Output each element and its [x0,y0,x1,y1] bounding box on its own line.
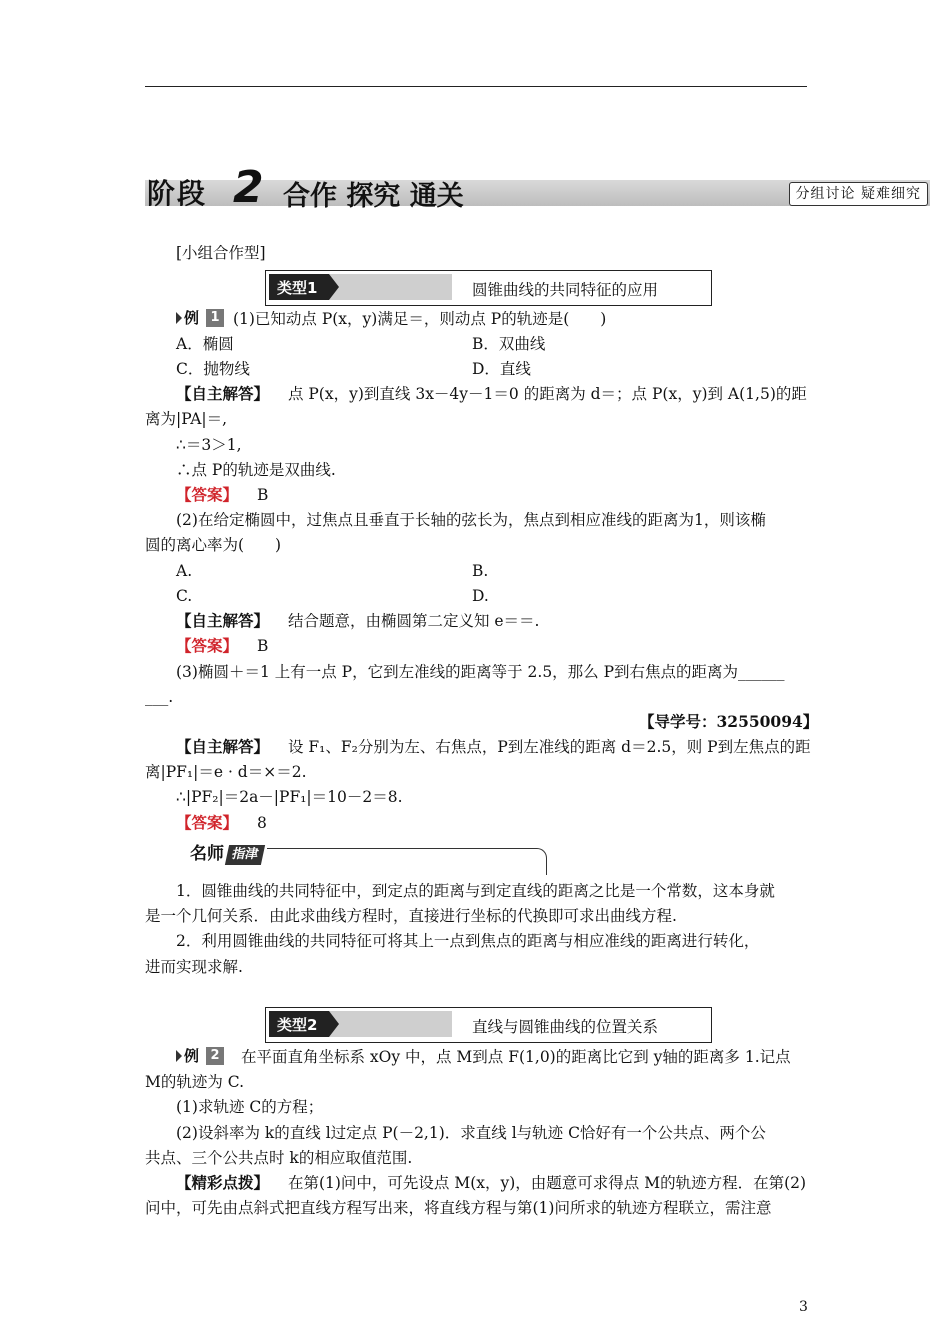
section-label: [小组合作型] [176,244,266,262]
ex1-badge-label: 例 [184,309,200,327]
ex1-solution1-line1 [176,384,807,404]
ex1-solution1-line2: 离为|PA|＝, [145,410,228,428]
ex2-line4: (2)设斜率为 k的直线 l过定点 P(－2,1)．求直线 l与轨迹 C恰好有一个公共点、两个公 [176,1124,766,1142]
banner-tag: 分组讨论 疑难细究 [789,182,928,206]
ex1-question3-line1: (3)椭圆＋＝1 上有一点 P，它到左准线的距离等于 2.5，那么 P到右焦点的距离为______ [176,663,785,681]
top-rule [145,86,807,87]
guide-number: 【导学号：32550094】 [639,712,819,731]
type1-tab [269,274,452,300]
answer-label: 【答案】 [176,813,239,832]
ex1-answer2 [176,636,268,656]
type1-tab-arrow [329,274,339,300]
mingshi-label-text: 名师 [190,844,224,864]
answer-label: 【答案】 [176,485,239,504]
ex1-badge-number: 1 [206,309,224,327]
ex1-solution3-line2: 离|PF₁|＝e · d＝×＝2. [145,763,307,781]
ex1-option-b: B．双曲线 [472,335,546,353]
solution-label: 【自主解答】 [176,737,270,756]
solution-label: 【自主解答】 [176,611,270,630]
solution-text: 点 P(x，y)到直线 3x－4y－1＝0 的距离为 d＝；点 P(x，y)到 A(1,5)的距 [287,385,807,403]
answer-value: B [256,637,269,655]
ex1-q1-text: (1)已知动点 P(x，y)满足＝，则动点 P的轨迹是( ) [232,310,607,328]
ex1-answer1 [176,485,268,505]
ex1-option-c: C．抛物线 [176,360,250,378]
type2-tab-arrow [329,1011,339,1037]
stage-banner [145,162,930,213]
ex2-hint-line1 [176,1173,806,1193]
mingshi-p2-line2: 进而实现求解. [145,958,243,976]
ex2-line2: M的轨迹为 C. [145,1073,245,1091]
ex2-badge-number: 2 [206,1047,224,1065]
ex2-line1-text: 在平面直角坐标系 xOy 中，点 M到点 F(1,0)的距离比它到 y轴的距离多 1.记点 [240,1048,791,1066]
ex1-badge-arrow [176,312,182,324]
mingshi-p2-line1: 2．利用圆锥曲线的共同特征可将其上一点到焦点的距离与相应准线的距离进行转化， [176,932,760,950]
banner-number: 2 [233,162,264,213]
ex1-solution1-line3: ∴＝3＞1, [176,436,242,454]
ex1-option-d: D．直线 [472,360,531,378]
ex2-line1 [176,1047,791,1067]
answer-value: 8 [256,814,267,832]
type2-tab [269,1011,452,1037]
ex2-badge-arrow [176,1050,182,1062]
ex2-line3: (1)求轨迹 C的方程； [176,1098,324,1116]
ex1-solution3-line1 [176,737,811,757]
type2-title: 直线与圆锥曲线的位置关系 [472,1018,659,1036]
type1-box [265,270,712,306]
ex1-q2-option-c: C. [176,587,193,605]
mingshi-header [176,842,548,876]
ex1-solution2 [176,611,539,631]
answer-label: 【答案】 [176,636,239,655]
type2-label: 类型2 [277,1016,318,1034]
ex1-q2-option-d: D. [472,587,489,605]
mingshi-p1-line1: 1．圆锥曲线的共同特征中，到定点的距离与到定直线的距离之比是一个常数，这本身就 [176,882,775,900]
hint-text: 在第(1)问中，可先设点 M(x，y)，由题意可求得点 M的轨迹方程．在第(2) [287,1174,807,1192]
ex1-question3-line2: ___. [145,688,174,706]
solution-label: 【自主解答】 [176,384,270,403]
banner-stage: 阶段 [147,177,208,210]
hint-label: 【精彩点拨】 [176,1173,270,1192]
solution-text: 设 F₁、F₂分别为左、右焦点，P到左准线的距离 d＝2.5，则 P到左焦点的距 [287,738,811,756]
ex1-q2-option-b: B. [472,562,489,580]
ex1-question2-line2: 圆的离心率为( ) [145,536,282,554]
page-number: 3 [799,1299,808,1315]
ex2-badge [176,1047,228,1065]
answer-value: B [256,486,269,504]
ex1-option-a: A．椭圆 [176,335,234,353]
ex1-question1 [176,309,606,329]
ex2-line5: 共点、三个公共点时 k的相应取值范围. [145,1149,413,1167]
type2-box [265,1007,712,1043]
ex1-badge [176,309,228,327]
mingshi-p1-line2: 是一个几何关系．由此求曲线方程时，直接进行坐标的代换即可求出曲线方程. [145,907,677,925]
ex1-answer3 [176,813,267,833]
solution-text: 结合题意，由椭圆第二定义知 e＝＝. [287,612,540,630]
type1-title: 圆锥曲线的共同特征的应用 [472,281,659,299]
ex2-badge-label: 例 [184,1047,200,1065]
ex2-hint-line2: 问中，可先由点斜式把直线方程写出来，将直线方程与第(1)问所求的轨迹方程联立，需注意 [145,1199,772,1217]
banner-title: 合作 探究 通关 [283,181,464,212]
mingshi-tag: 指津 [225,845,265,865]
ex1-question2-line1: (2)在给定椭圆中，过焦点且垂直于长轴的弦长为，焦点到相应准线的距离为1，则该椭 [176,511,766,529]
ex1-solution1-line4: ∴点 P的轨迹是双曲线. [176,461,336,479]
mingshi-label [176,842,267,866]
type1-label: 类型1 [277,279,318,297]
ex1-solution3-line3: ∴|PF₂|＝2a－|PF₁|＝10－2＝8. [176,788,403,806]
ex1-q2-option-a: A. [176,562,193,580]
